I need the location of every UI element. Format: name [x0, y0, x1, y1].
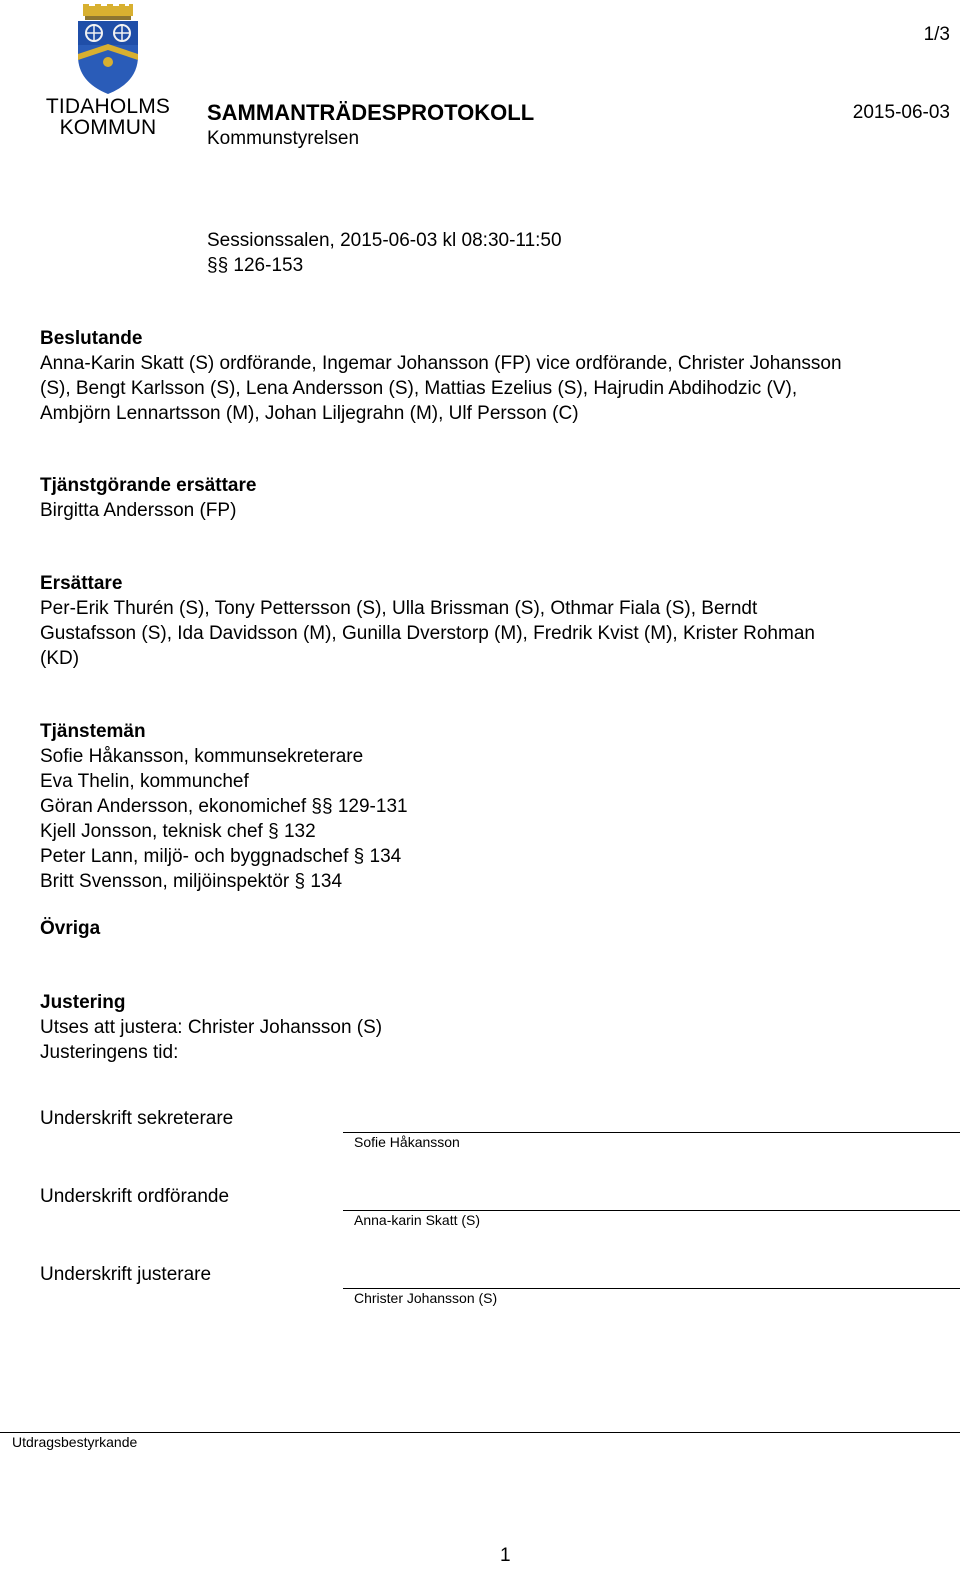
signature-name-adjuster: Christer Johansson (S) — [354, 1290, 498, 1306]
document-date: 2015-06-03 — [852, 102, 950, 123]
section-line: Göran Andersson, ekonomichef §§ 129-131 — [40, 796, 408, 817]
section-justering — [40, 990, 945, 1065]
page-number: 1 — [500, 1545, 511, 1566]
footer-divider — [0, 1432, 960, 1433]
section-beslutande — [40, 326, 945, 426]
page-indicator: 1/3 — [923, 24, 950, 45]
signature-label-chair: Underskrift ordförande — [40, 1186, 230, 1207]
section-line: Eva Thelin, kommunchef — [40, 771, 249, 792]
signature-line-secretary — [343, 1132, 960, 1133]
section-line: Birgitta Andersson (FP) — [40, 500, 237, 521]
section-heading: Beslutande — [40, 328, 143, 349]
section-heading: Ersättare — [40, 573, 123, 594]
section-line: Anna-Karin Skatt (S) ordförande, Ingemar Johansson (FP) vice ordförande, Christer Johansson — [40, 353, 842, 374]
section-heading: Justering — [40, 992, 126, 1013]
logo-text-line2: KOMMUN — [59, 116, 157, 139]
section-line: Justeringens tid: — [40, 1042, 179, 1063]
signature-label-secretary: Underskrift sekreterare — [40, 1108, 234, 1129]
signature-label-adjuster: Underskrift justerare — [40, 1264, 212, 1285]
logo-text-line1: TIDAHOLMS — [45, 95, 171, 118]
section-line: (KD) — [40, 648, 80, 669]
section-heading: Övriga — [40, 918, 101, 939]
signature-line-chair — [343, 1210, 960, 1211]
municipality-logo — [40, 4, 176, 146]
session-paragraphs: §§ 126-153 — [207, 255, 304, 276]
section-line: Per-Erik Thurén (S), Tony Pettersson (S), Ulla Brissman (S), Othmar Fiala (S), Berndt — [40, 598, 758, 619]
section-line: Britt Svensson, miljöinspektör § 134 — [40, 871, 343, 892]
document-title: SAMMANTRÄDESPROTOKOLL — [207, 100, 535, 125]
session-place-time: Sessionssalen, 2015-06-03 kl 08:30-11:50 — [207, 230, 562, 251]
section-line: Ambjörn Lennartsson (M), Johan Liljegrahn (M), Ulf Persson (C) — [40, 403, 579, 424]
section-ovriga — [40, 916, 945, 941]
section-line: Kjell Jonsson, teknisk chef § 132 — [40, 821, 316, 842]
section-line: Peter Lann, miljö- och byggnadschef § 134 — [40, 846, 402, 867]
document-subtitle: Kommunstyrelsen — [207, 128, 360, 149]
coat-of-arms-icon — [75, 4, 141, 96]
signature-line-adjuster — [343, 1288, 960, 1289]
signature-name-chair: Anna-karin Skatt (S) — [354, 1212, 481, 1228]
section-tjanstemen — [40, 719, 945, 894]
section-line: Sofie Håkansson, kommunsekreterare — [40, 746, 364, 767]
section-ersattare — [40, 571, 945, 671]
section-heading: Tjänstemän — [40, 721, 146, 742]
section-line: Gustafsson (S), Ida Davidsson (M), Gunilla Dverstorp (M), Fredrik Kvist (M), Krister Rohman — [40, 623, 815, 644]
footer-label: Utdragsbestyrkande — [12, 1434, 138, 1450]
section-tjanstgorande-ersattare — [40, 473, 945, 523]
session-info — [207, 228, 562, 278]
section-line: Utses att justera: Christer Johansson (S) — [40, 1017, 383, 1038]
section-heading: Tjänstgörande ersättare — [40, 475, 257, 496]
signature-name-secretary: Sofie Håkansson — [354, 1134, 460, 1150]
section-line: (S), Bengt Karlsson (S), Lena Andersson (S), Mattias Ezelius (S), Hajrudin Abdihodzic (V), — [40, 378, 798, 399]
